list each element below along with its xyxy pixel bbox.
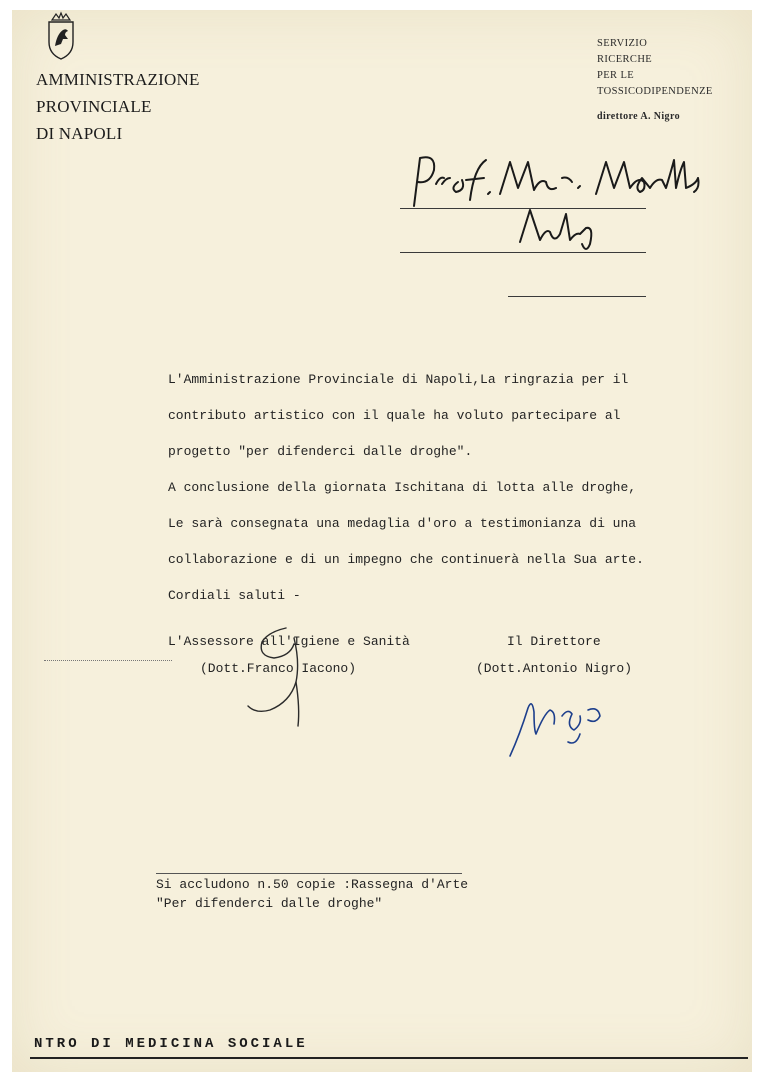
body-paragraph-line: A conclusione della giornata Ischitana di lotta alle droghe, bbox=[168, 480, 637, 495]
margin-dots bbox=[44, 660, 172, 661]
service-line: RICERCHE bbox=[597, 54, 653, 65]
director-tag: direttore A. Nigro bbox=[597, 111, 681, 122]
admin-heading-line: PROVINCIALE bbox=[36, 97, 152, 116]
director-title: Il Direttore bbox=[507, 634, 601, 649]
admin-heading-line: DI NAPOLI bbox=[36, 124, 123, 143]
body-paragraph-line: progetto "per difenderci dalle droghe". bbox=[168, 444, 473, 459]
service-line: SERVIZIO bbox=[597, 38, 648, 49]
body-paragraph-line: collaborazione e di un impegno che continuerà nella Sua arte. bbox=[168, 552, 644, 567]
address-line bbox=[508, 296, 646, 297]
provincial-crest-icon bbox=[46, 12, 76, 60]
footer-title: NTRO DI MEDICINA SOCIALE bbox=[34, 1036, 308, 1052]
footer-rule bbox=[30, 1057, 748, 1059]
enclosure-rule bbox=[156, 873, 462, 874]
body-paragraph-line: L'Amministrazione Provinciale di Napoli,La ringrazia per il bbox=[168, 372, 629, 387]
service-line: PER LE bbox=[597, 70, 635, 81]
service-line: TOSSICODIPENDENZE bbox=[597, 86, 713, 97]
enclosure-line: Si accludono n.50 copie :Rassegna d'Arte bbox=[156, 877, 469, 892]
address-line bbox=[400, 252, 646, 253]
assessore-signature-mark bbox=[240, 622, 320, 732]
admin-heading-line: AMMINISTRAZIONE bbox=[36, 70, 200, 89]
enclosure-line: "Per difenderci dalle droghe" bbox=[156, 896, 383, 911]
assessore-title: L'Assessore all'Igiene e Sanità bbox=[168, 634, 410, 649]
address-line bbox=[400, 208, 646, 209]
assessore-name: (Dott.Franco Iacono) bbox=[200, 661, 357, 676]
body-paragraph-line: Le sarà consegnata una medaglia d'oro a testimonianza di una bbox=[168, 516, 637, 531]
handwritten-recipient bbox=[400, 148, 720, 258]
body-paragraph-line: contributo artistico con il quale ha voluto partecipare al bbox=[168, 408, 621, 423]
director-signature-mark bbox=[506, 690, 606, 762]
closing-salutation: Cordiali saluti - bbox=[168, 588, 301, 603]
director-name: (Dott.Antonio Nigro) bbox=[476, 661, 633, 676]
